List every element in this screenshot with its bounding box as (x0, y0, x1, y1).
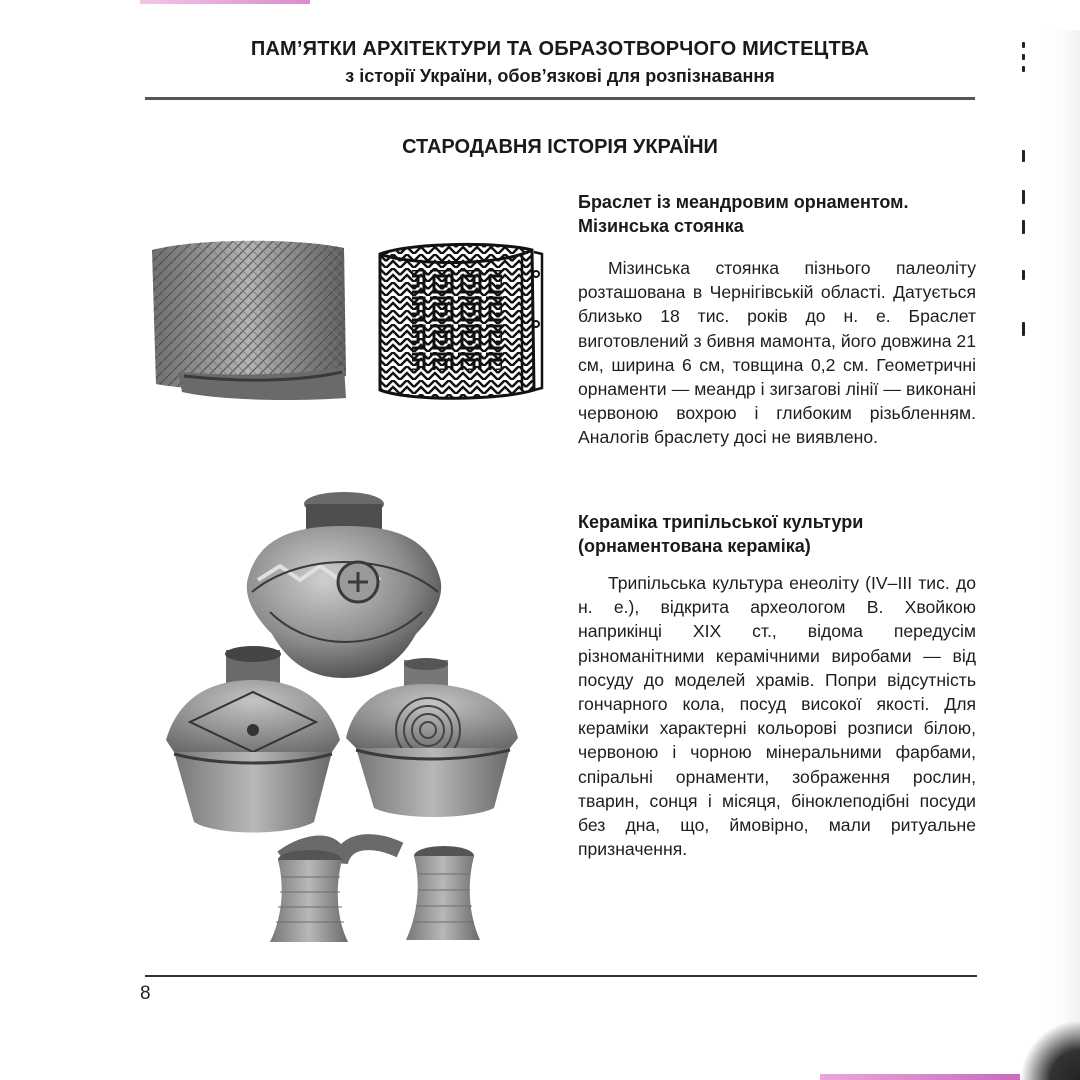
article-title-trypillia (578, 510, 978, 558)
page-corner-shadow (1020, 1020, 1080, 1080)
bracelet-drawing (372, 240, 548, 408)
running-header (145, 38, 975, 87)
page-tint-bottom (820, 1074, 1020, 1080)
page-edge (1040, 30, 1080, 1080)
article-title-bracelet (578, 190, 978, 238)
bracelet-photo (148, 236, 350, 402)
article-text-bracelet: Мізинська стоянка пізнього палеоліту розташована в Чернігівській області. Датується близько 18 тис. років до н. е. Браслет виготовлений з бивня мамонта, його довжина 21 см, ширина 6 см, товщина 0,2 см. Геометричні орнаменти — меандр і зигзагові лінії — виконані червоною вохрою і глибоким різьбленням. Аналогів браслету досі не виявлено. (578, 258, 976, 448)
article-text-trypillia: Трипільська культура енеоліту (IV–III тис. до н. е.), відкрита археологом В. Хвойкою наприкінці XIX ст., відома передусім різноманітними керамічними виробами — від посуду до моделей храмів. Попри відсутність гончарного кола, посуд високої якості. Для кераміки характерні кольорові розписи білою, червоною і чорною мінеральними фарбами, спіральні орнаменти, зображення рослин, тварин, сонця і місяця, біноклеподібні посуди без дна, що, ймовірно, мали ритуальне призначення. (578, 573, 976, 860)
article-title-line: Мізинська стоянка (578, 216, 744, 236)
header-subtitle: з історії України, обов’язкові для розпізнавання (345, 66, 775, 86)
header-title: ПАМ’ЯТКИ АРХІТЕКТУРИ ТА ОБРАЗОТВОРЧОГО МИСТЕЦТВА (250, 38, 870, 60)
article-title-line: Браслет із меандровим орнаментом. (578, 192, 909, 212)
section-title: СТАРОДАВНЯ ІСТОРІЯ УКРАЇНИ (402, 136, 718, 158)
page-tint-top (140, 0, 310, 4)
article-title-line: (орнаментована кераміка) (578, 536, 811, 556)
article-title-line: Кераміка трипільської культури (578, 512, 864, 532)
page-number: 8 (140, 983, 151, 1004)
footer-divider (145, 975, 977, 977)
trypillia-pottery-photo (160, 482, 528, 956)
header-divider (145, 97, 975, 100)
adjacent-page-marks (1018, 40, 1032, 370)
